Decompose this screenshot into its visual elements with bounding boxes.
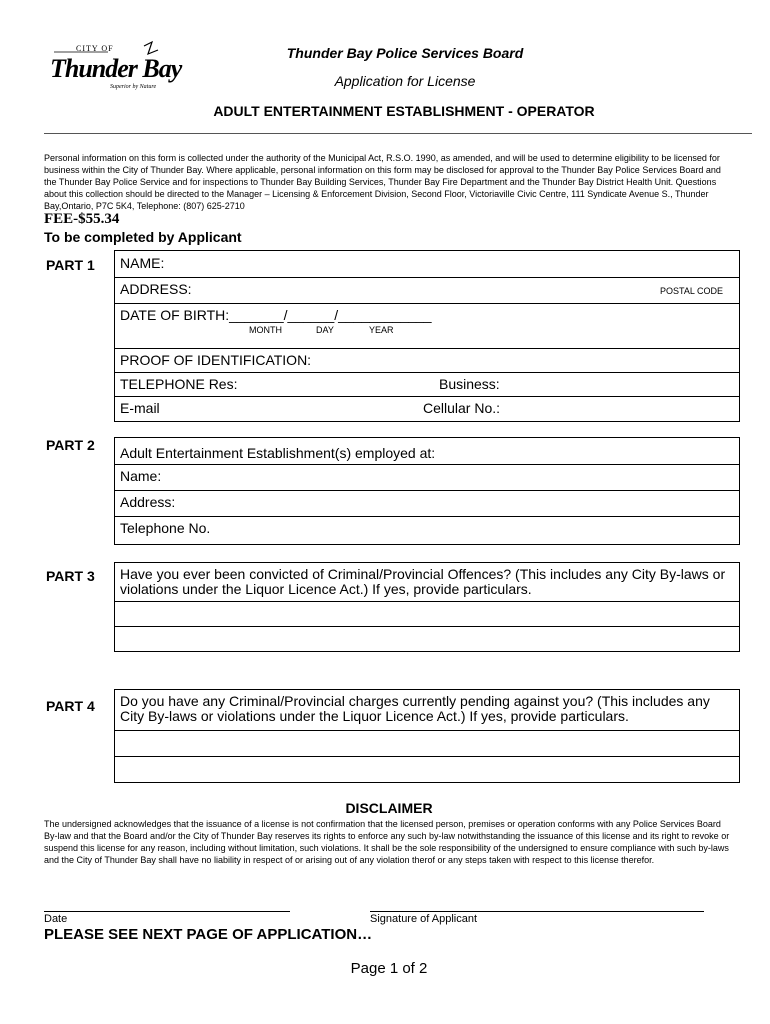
name-row[interactable]	[115, 251, 739, 278]
establishment-telephone-label: Telephone No.	[120, 520, 211, 536]
proof-label: PROOF OF IDENTIFICATION:	[120, 352, 312, 368]
day-label: DAY	[316, 325, 334, 335]
city-logo	[48, 40, 188, 96]
page-number: Page 1 of 2	[350, 960, 428, 977]
part1-label: PART 1	[46, 257, 95, 273]
employed-at-label: Adult Entertainment Establishment(s) employed at:	[120, 445, 436, 461]
establishment-telephone-row[interactable]	[115, 516, 739, 544]
see-next-page-note: PLEASE SEE NEXT PAGE OF APPLICATION…	[44, 926, 373, 943]
part3-answer-line-2[interactable]	[115, 626, 739, 651]
address-row[interactable]	[115, 277, 739, 304]
telephone-row[interactable]	[115, 372, 739, 397]
email-label: E-mail	[120, 400, 160, 416]
application-title: Application for License	[334, 73, 476, 89]
part2-box	[114, 437, 740, 545]
part3-box	[114, 562, 740, 652]
header-divider	[44, 133, 752, 134]
dob-label: DATE OF BIRTH:_______/______/____________	[120, 307, 432, 323]
logo-name: Thunder Bay	[50, 54, 182, 83]
dob-row[interactable]	[115, 303, 739, 349]
postal-code-label: POSTAL CODE	[659, 286, 723, 296]
part3-label: PART 3	[46, 568, 95, 584]
name-label: NAME:	[120, 255, 165, 271]
signature-label: Signature of Applicant	[370, 913, 478, 925]
cellular-label: Cellular No.:	[423, 400, 501, 416]
establishment-name-label: Name:	[120, 468, 162, 484]
privacy-notice: Personal information on this form is collected under the authority of the Municipal Act, R.S.O. 1990, as amended, and will be used to determine eligibility to be licensed for business within the City of Thunder Bay. Where applicable, personal information on this form may be disclosed for approval to the Thunder Bay Police Services Board and the Thunder Bay Police Service and for inspections to Thunder Bay Building Services, Thunder Bay Fire Department and the Thunder Bay District Health Unit. Questions about this collection should be directed to the Manager – Licensing & Enforcement Division, Second Floor, Victoriaville Civic Centre, 111 Syndicate Avenue S., Thunder Bay,Ontario, P7C 5K4, Telephone: (807) 625-2710	[44, 153, 721, 211]
telephone-label: TELEPHONE Res:	[120, 376, 238, 392]
board-title: Thunder Bay Police Services Board	[286, 45, 524, 61]
disclaimer-title: DISCLAIMER	[345, 800, 433, 816]
part3-answer-line-1[interactable]	[115, 601, 739, 627]
establishment-address-label: Address:	[120, 494, 176, 510]
address-label: ADDRESS:	[120, 281, 192, 297]
part4-answer-line-2[interactable]	[115, 756, 739, 782]
signature-line[interactable]	[370, 911, 704, 912]
date-label: Date	[44, 913, 68, 925]
logo-tagline: Superior by Nature	[110, 84, 157, 90]
part1-box	[114, 250, 740, 422]
part4-answer-line-1[interactable]	[115, 730, 739, 757]
establishment-name-row[interactable]	[115, 464, 739, 491]
form-title: ADULT ENTERTAINMENT ESTABLISHMENT - OPERATOR	[213, 103, 595, 119]
part3-question-row	[115, 563, 739, 602]
date-line[interactable]	[44, 911, 290, 912]
employed-at-row[interactable]	[115, 438, 739, 465]
disclaimer-text: The undersigned acknowledges that the issuance of a license is not confirmation that the licensed person, premises or operation conforms with any Police Services Board By-law and that the Board and/or the City of Thunder Bay reserves its rights to enforce any such by-law notwithstanding the issuance of this license and its right to revoke or suspend this license for any reason, including without limitation, such violations. It shall be the sole responsibility of the undersigned to ensure compliance with such by-laws and the City of Thunder Bay shall have no liability in respect of or arising out of any violation therof or any steps taken with respect to this license therefor.	[44, 819, 730, 865]
to-be-completed-heading: To be completed by Applicant	[44, 229, 242, 245]
establishment-address-row[interactable]	[115, 490, 739, 517]
part3-question: Have you ever been convicted of Criminal/Provincial Offences? (This includes any City By-laws or violations under the Liquor Licence Act.) If yes, provide particulars.	[120, 566, 726, 597]
month-label: MONTH	[249, 325, 282, 335]
part4-question: Do you have any Criminal/Provincial charges currently pending against you? (This includes any City By-laws or violations under the Liquor Licence Act.) If yes, provide particulars.	[120, 693, 710, 724]
proof-row[interactable]	[115, 348, 739, 373]
logo-city-text: CITY OF	[76, 44, 114, 53]
year-label: YEAR	[369, 325, 394, 335]
part2-label: PART 2	[46, 437, 95, 453]
business-label: Business:	[439, 376, 500, 392]
part4-question-row	[115, 690, 739, 731]
part4-box	[114, 689, 740, 783]
email-row[interactable]	[115, 396, 739, 421]
fee-text: FEE-$55.34	[44, 211, 120, 227]
part4-label: PART 4	[46, 698, 95, 714]
